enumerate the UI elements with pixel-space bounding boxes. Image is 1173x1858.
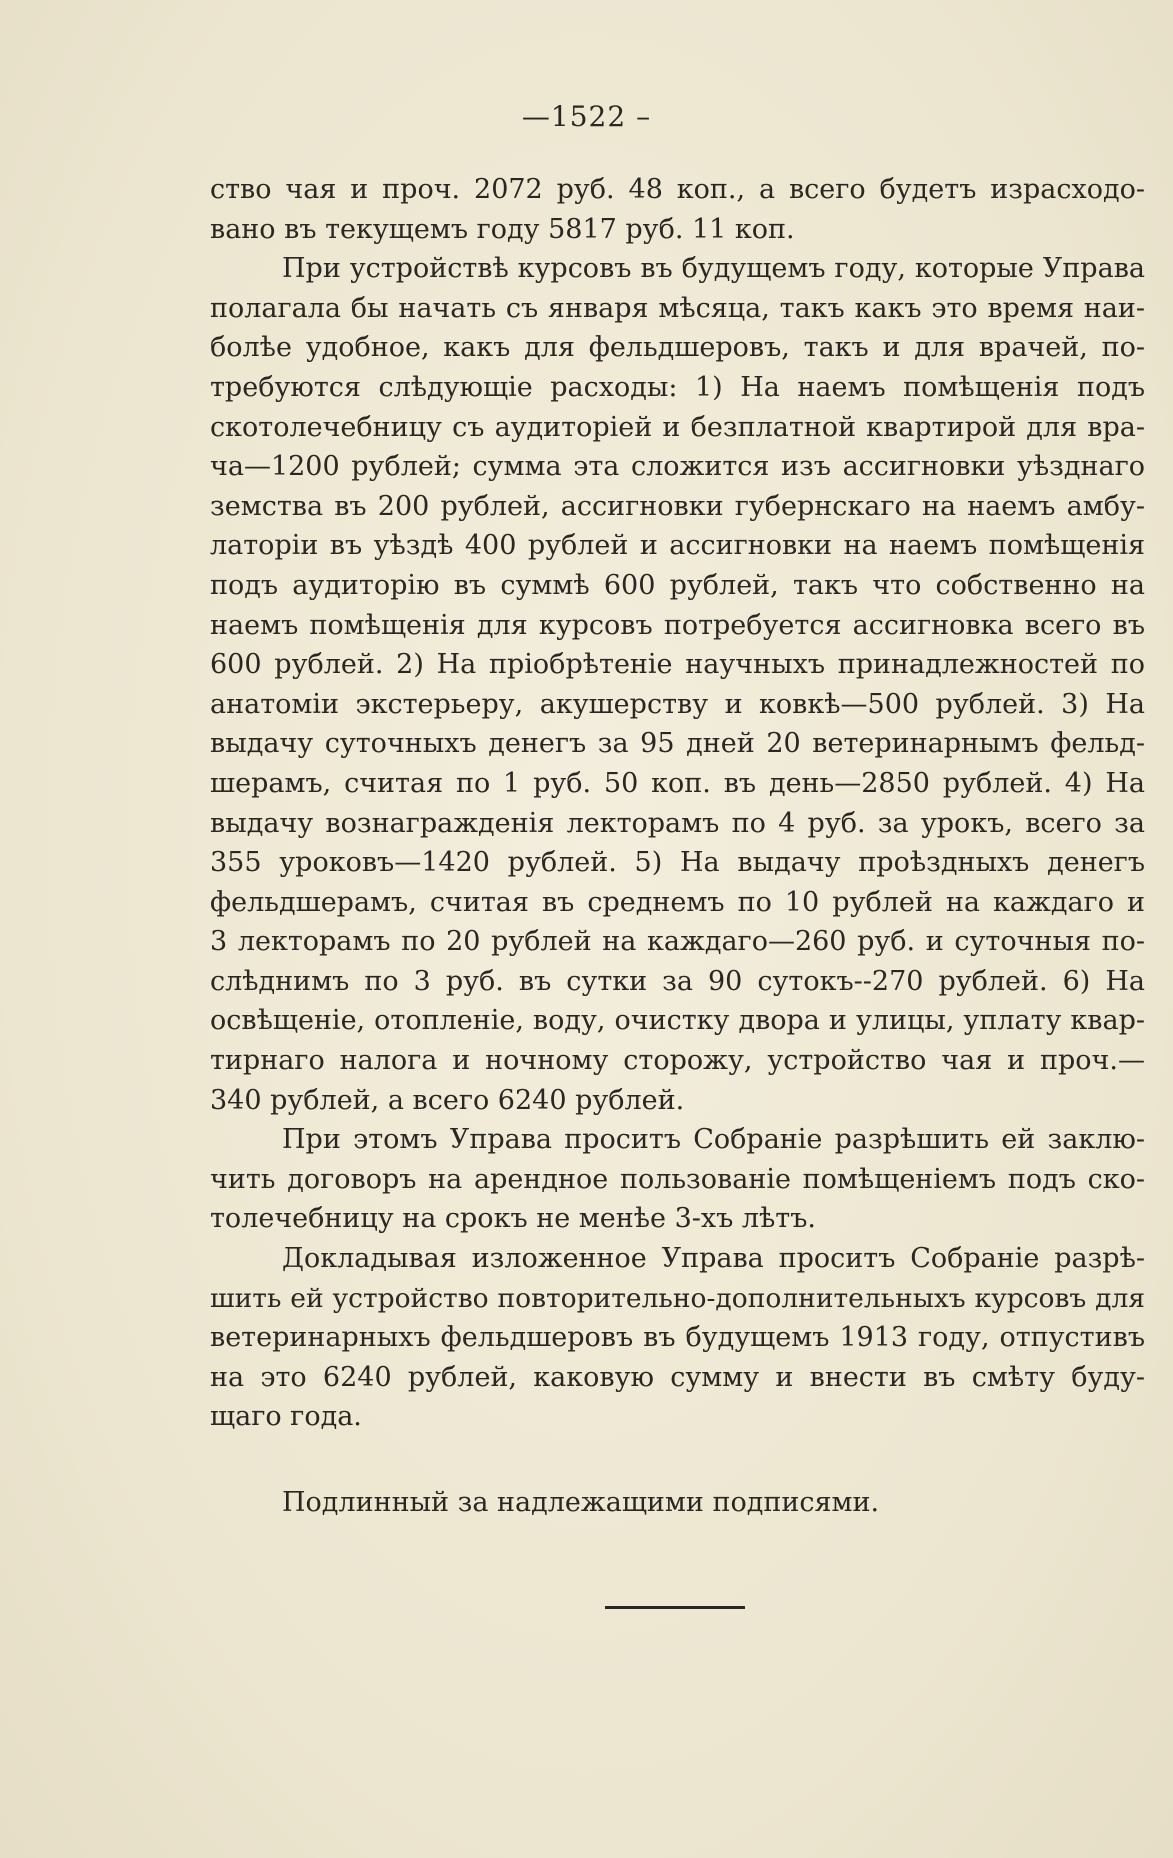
- text-line: щаго года.: [210, 1401, 362, 1433]
- text-line: на это 6240 рублей, каковую сумму и внести въ смѣту буду-: [210, 1361, 1145, 1393]
- text-line: толечебницу на срокъ не менѣе 3-хъ лѣтъ.: [210, 1203, 816, 1235]
- closing-rule: [605, 1606, 745, 1609]
- text-line: выдачу суточныхъ денегъ за 95 дней 20 ветеринарнымъ фельд-: [210, 728, 1145, 760]
- text-line: 340 рублей, а всего 6240 рублей.: [210, 1084, 685, 1116]
- page-number: —1522 –: [521, 100, 652, 133]
- text-line: ство чая и проч. 2072 руб. 48 коп., а всего будетъ израсходо-: [210, 174, 1145, 205]
- text-line: ветеринарныхъ фельдшеровъ въ будущемъ 1913 году, отпустивъ: [210, 1322, 1145, 1354]
- text-line: анатоміи экстерьеру, акушерству и ковкѣ—500 рублей. 3) На: [210, 688, 1145, 720]
- text-line: выдачу вознагражденія лекторамъ по 4 руб. за урокъ, всего за: [210, 807, 1145, 839]
- text-line: земства въ 200 рублей, ассигновки губернскаго на наемъ амбу-: [210, 490, 1145, 522]
- text-line: вано въ текущемъ году 5817 руб. 11 коп.: [210, 213, 795, 245]
- text-line: латоріи въ уѣздѣ 400 рублей и ассигновки на наемъ помѣщенія: [210, 530, 1145, 562]
- text-line: требуются слѣдующіе расходы: 1) На наемъ помѣщенія подъ: [210, 371, 1145, 403]
- text-line: слѣднимъ по 3 руб. въ сутки за 90 сутокъ--270 рублей. 6) На: [210, 965, 1145, 997]
- text-line: болѣе удобное, какъ для фельдшеровъ, такъ и для врачей, по-: [210, 332, 1145, 364]
- text-line: 600 рублей. 2) На пріобрѣтеніе научныхъ принадлежностей по: [210, 649, 1145, 681]
- body-text: [210, 170, 1145, 1437]
- text-line: полагала бы начать съ января мѣсяца, такъ какъ это время наи-: [210, 292, 1145, 324]
- text-line: При этомъ Управа проситъ Собраніе разрѣшить ей заклю-: [282, 1124, 1145, 1156]
- text-line: 3 лекторамъ по 20 рублей на каждаго—260 руб. и суточныя по-: [210, 926, 1145, 958]
- signature-note: Подлинный за надлежащими подписями.: [282, 1487, 880, 1518]
- text-line: 355 уроковъ—1420 рублей. 5) На выдачу проѣздныхъ денегъ: [210, 847, 1145, 879]
- text-line: шерамъ, считая по 1 руб. 50 коп. въ день—2850 рублей. 4) На: [210, 767, 1145, 799]
- text-line: ча—1200 рублей; сумма эта сложится изъ ассигновки уѣзднаго: [210, 451, 1145, 483]
- text-line: При устройствѣ курсовъ въ будущемъ году, которые Управа: [282, 253, 1145, 285]
- text-line: шить ей устройство повторительно-дополнительныхъ курсовъ для: [210, 1282, 1145, 1314]
- text-line: чить договоръ на арендное пользованіе помѣщеніемъ подъ ско-: [210, 1163, 1145, 1195]
- text-line: Докладывая изложенное Управа проситъ Собраніе разрѣ-: [282, 1243, 1145, 1275]
- text-line: наемъ помѣщенія для курсовъ потребуется ассигновка всего въ: [210, 609, 1145, 641]
- text-line: тирнаго налога и ночному сторожу, устройство чая и проч.—: [210, 1045, 1145, 1077]
- text-line: освѣщеніе, отопленіе, воду, очистку двора и улицы, уплату квар-: [210, 1005, 1145, 1037]
- text-line: подъ аудиторію въ суммѣ 600 рублей, такъ что собственно на: [210, 569, 1145, 601]
- text-line: фельдшерамъ, считая въ среднемъ по 10 рублей на каждаго и: [210, 886, 1145, 918]
- text-line: скотолечебницу съ аудиторіей и безплатной квартирой для вра-: [210, 411, 1145, 443]
